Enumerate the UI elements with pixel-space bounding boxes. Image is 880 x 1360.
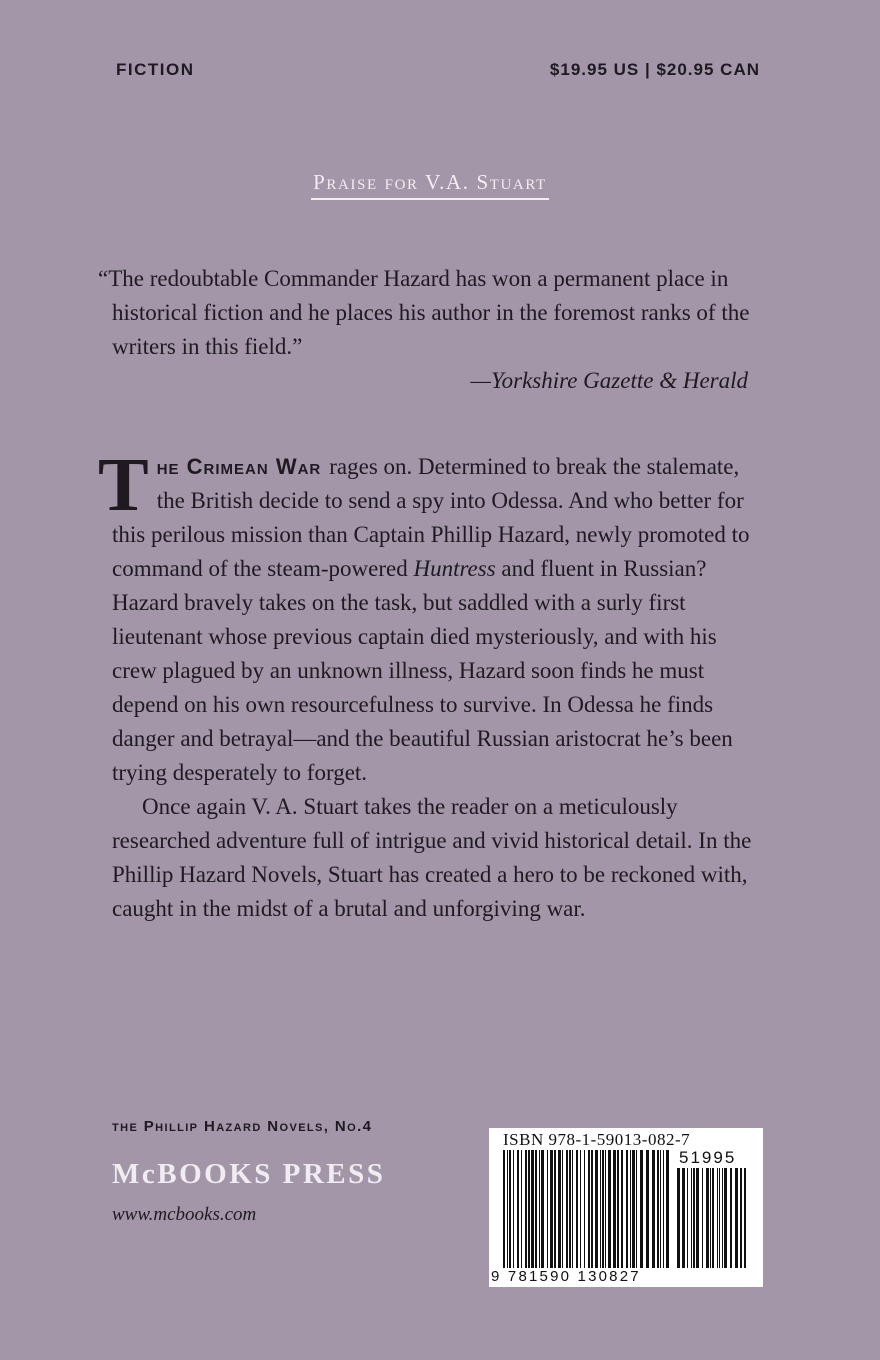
praise-heading bbox=[0, 170, 860, 200]
barcode-bar bbox=[706, 1168, 709, 1268]
barcode-bar bbox=[710, 1168, 711, 1268]
barcode-bar bbox=[541, 1150, 544, 1268]
barcode-bar bbox=[717, 1168, 718, 1268]
barcode-bar bbox=[539, 1150, 540, 1268]
barcode-bar bbox=[744, 1168, 746, 1268]
ean-digits: 9 781590 130827 bbox=[491, 1268, 641, 1285]
barcode-bar bbox=[702, 1168, 703, 1268]
barcode-bar bbox=[550, 1150, 553, 1268]
barcode-bar bbox=[517, 1150, 519, 1268]
barcode-bar bbox=[566, 1150, 568, 1268]
barcode-box bbox=[489, 1128, 763, 1287]
barcode-bar bbox=[531, 1150, 534, 1268]
ship-name: Huntress bbox=[413, 556, 496, 581]
barcode-bar bbox=[632, 1150, 635, 1268]
barcode-bar bbox=[652, 1150, 655, 1268]
review-quote bbox=[98, 262, 758, 398]
barcode-bar bbox=[677, 1168, 680, 1268]
barcode-bar bbox=[554, 1150, 556, 1268]
barcode-bar bbox=[576, 1150, 578, 1268]
publisher-logo: McBOOKS PRESS bbox=[112, 1158, 386, 1190]
barcode-bar bbox=[696, 1168, 699, 1268]
isbn-label: ISBN 978-1-59013-082-7 bbox=[503, 1130, 691, 1149]
price-code-label: 51995 bbox=[679, 1148, 737, 1167]
quote-source: —Yorkshire Gazette & Herald bbox=[470, 368, 748, 393]
barcode-bar bbox=[595, 1150, 598, 1268]
barcode-bar bbox=[735, 1168, 738, 1268]
barcode-bar bbox=[740, 1168, 742, 1268]
barcode-bar bbox=[507, 1150, 508, 1268]
barcode-bar bbox=[719, 1168, 720, 1268]
barcode-bar bbox=[525, 1150, 527, 1268]
barcode-bar bbox=[513, 1150, 514, 1268]
barcode-bar bbox=[547, 1150, 548, 1268]
barcode-bar bbox=[591, 1150, 593, 1268]
barcode-bar bbox=[663, 1150, 664, 1268]
barcode-bar bbox=[712, 1168, 714, 1268]
barcode-bar bbox=[509, 1150, 511, 1268]
barcode-bar bbox=[572, 1150, 573, 1268]
price-addon-barcode-icon bbox=[677, 1168, 749, 1268]
barcode-bar bbox=[600, 1150, 601, 1268]
description-paragraph-2: Once again V. A. Stuart takes the reader on a meticulously researched adventure full of intrigue and vivid historical detail. In the Phillip Hazard Novels, Stuart has created a hero to be reckoned with, caught in the midst of a brutal and unforgiving war. bbox=[112, 794, 752, 921]
barcode-bar bbox=[646, 1150, 649, 1268]
barcode-bar bbox=[521, 1150, 522, 1268]
barcode-bar bbox=[503, 1150, 505, 1268]
genre-label: FICTION bbox=[116, 60, 195, 79]
praise-heading-text: Praise for V.A. Stuart bbox=[311, 170, 549, 200]
barcode-bar bbox=[626, 1150, 628, 1268]
book-description bbox=[98, 443, 762, 926]
barcode-bar bbox=[605, 1150, 606, 1268]
ean-barcode-icon bbox=[503, 1150, 671, 1268]
barcode-bar bbox=[630, 1150, 631, 1268]
barcode-bar bbox=[660, 1150, 661, 1268]
barcode-bar bbox=[528, 1150, 530, 1268]
barcode-bar bbox=[724, 1168, 727, 1268]
publisher-website: www.mcbooks.com bbox=[112, 1204, 257, 1225]
description-paragraph-1 bbox=[98, 443, 762, 790]
barcode-bar bbox=[666, 1150, 669, 1268]
barcode-bar bbox=[640, 1150, 643, 1268]
description-text-end: and fluent in Russian? Hazard bravely takes on the task, but saddled with a surly first lieutenant whose previous captain died mysteriously, and with his crew plagued by an unknown illness, Hazard soon finds he must depend on his own resourcefulness to survive. In Odessa he finds danger and betrayal—and the beautiful Russian aristocrat he’s been trying desperately to forget. bbox=[112, 556, 733, 785]
series-label: the Phillip Hazard Novels, No.4 bbox=[112, 1118, 373, 1135]
drop-cap: T bbox=[98, 443, 149, 527]
barcode-bar bbox=[588, 1150, 590, 1268]
barcode-bar bbox=[584, 1150, 585, 1268]
barcode-bar bbox=[608, 1150, 611, 1268]
barcode-bar bbox=[617, 1150, 619, 1268]
barcode-bar bbox=[682, 1168, 685, 1268]
barcode-bar bbox=[722, 1168, 723, 1268]
barcode-bar bbox=[693, 1168, 695, 1268]
price-label: $19.95 US | $20.95 CAN bbox=[549, 60, 760, 79]
barcode-bar bbox=[580, 1150, 581, 1268]
barcode-bar bbox=[558, 1150, 561, 1268]
barcode-bar bbox=[602, 1150, 604, 1268]
barcode-bar bbox=[613, 1150, 616, 1268]
barcode-bar bbox=[730, 1168, 732, 1268]
barcode-bar bbox=[621, 1150, 623, 1268]
barcode-bar bbox=[691, 1168, 692, 1268]
barcode-bar bbox=[562, 1150, 563, 1268]
description-text: rages on. Determined to break the stalemate, the British decide to send a spy into Odessa. And who better for this perilous mission than Captain Phillip Hazard, newly promoted to command of the steam-powered bbox=[112, 454, 750, 581]
barcode-bar bbox=[657, 1150, 659, 1268]
barcode-bar bbox=[687, 1168, 688, 1268]
barcode-bar bbox=[636, 1150, 637, 1268]
quote-text: “The redoubtable Commander Hazard has won a permanent place in historical fiction and he places his author in the foremost ranks of the writers in this field.” bbox=[98, 266, 750, 359]
barcode-bar bbox=[569, 1150, 571, 1268]
lead-in-caps: he Crimean War bbox=[156, 454, 322, 479]
barcode-bar bbox=[535, 1150, 537, 1268]
